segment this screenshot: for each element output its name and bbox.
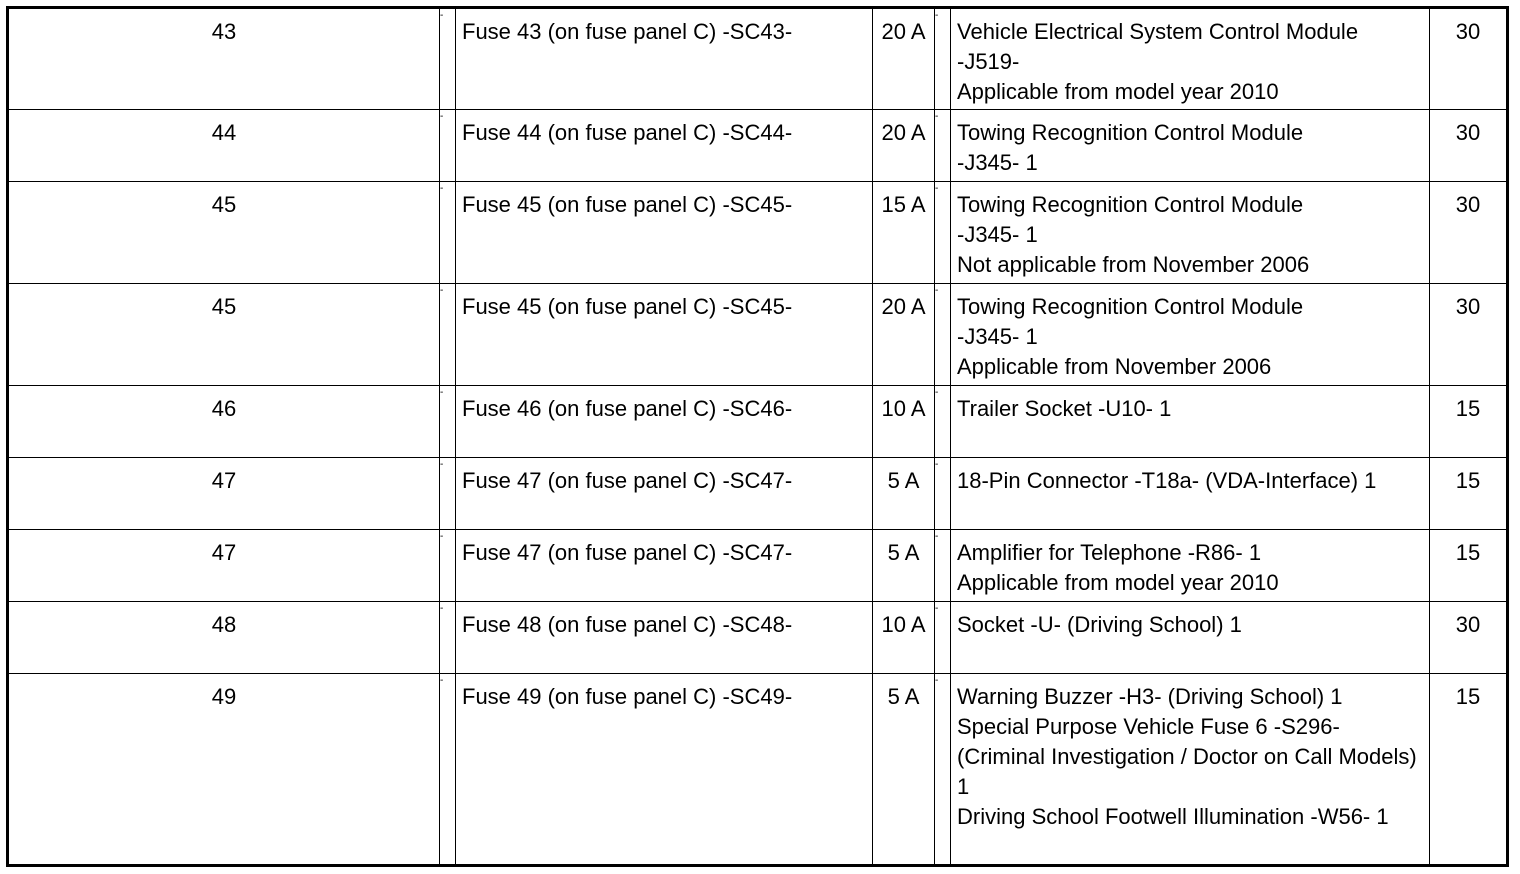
fuse-number: 44 <box>8 110 440 182</box>
description-line: -J519- <box>957 49 1020 74</box>
fuse-table <box>6 6 1509 867</box>
fuse-amperage: 20 A <box>873 8 935 110</box>
fuse-name: Fuse 45 (on fuse panel C) -SC45- <box>456 284 873 386</box>
fuse-name: Fuse 46 (on fuse panel C) -SC46- <box>456 386 873 458</box>
description-line: Special Purpose Vehicle Fuse 6 -S296- (Criminal Investigation / Doctor on Call Models) 1 <box>957 714 1417 799</box>
separator-mark: - <box>440 530 456 602</box>
fuse-amperage: 5 A <box>873 458 935 530</box>
fuse-amperage: 10 A <box>873 602 935 674</box>
description-line: Driving School Footwell Illumination -W56- 1 <box>957 804 1389 829</box>
fuse-number: 45 <box>8 284 440 386</box>
table-row <box>8 674 1508 866</box>
description-line: Socket -U- (Driving School) 1 <box>957 612 1242 637</box>
description-line: Warning Buzzer -H3- (Driving School) 1 <box>957 684 1343 709</box>
separator-mark: - <box>440 674 456 866</box>
separator-mark: - <box>935 458 951 530</box>
fuse-name: Fuse 43 (on fuse panel C) -SC43- <box>456 8 873 110</box>
separator-mark: - <box>935 530 951 602</box>
description-line: Not applicable from November 2006 <box>957 252 1310 277</box>
separator-mark: - <box>935 674 951 866</box>
fuse-number: 45 <box>8 182 440 284</box>
fuse-description <box>951 602 1430 674</box>
fuse-amperage: 5 A <box>873 530 935 602</box>
description-line: Amplifier for Telephone -R86- 1 <box>957 540 1262 565</box>
fuse-number: 49 <box>8 674 440 866</box>
fuse-description <box>951 284 1430 386</box>
fuse-amperage: 20 A <box>873 284 935 386</box>
fuse-description <box>951 674 1430 866</box>
fuse-description <box>951 458 1430 530</box>
table-row <box>8 110 1508 182</box>
description-line: Applicable from November 2006 <box>957 354 1272 379</box>
fuse-amperage: 15 A <box>873 182 935 284</box>
separator-mark: - <box>440 458 456 530</box>
table-row <box>8 386 1508 458</box>
fuse-terminal: 30 <box>1430 8 1508 110</box>
table-row <box>8 458 1508 530</box>
separator-mark: - <box>935 110 951 182</box>
separator-mark: - <box>935 8 951 110</box>
separator-mark: - <box>440 110 456 182</box>
fuse-name: Fuse 47 (on fuse panel C) -SC47- <box>456 530 873 602</box>
fuse-table-body <box>8 8 1508 866</box>
fuse-number: 48 <box>8 602 440 674</box>
table-row <box>8 530 1508 602</box>
separator-mark: - <box>440 386 456 458</box>
document-page <box>6 6 1506 868</box>
table-row <box>8 8 1508 110</box>
fuse-description <box>951 182 1430 284</box>
fuse-terminal: 15 <box>1430 674 1508 866</box>
fuse-terminal: 15 <box>1430 386 1508 458</box>
description-line: -J345- 1 <box>957 150 1038 175</box>
separator-mark: - <box>935 602 951 674</box>
fuse-description <box>951 386 1430 458</box>
separator-mark: - <box>440 284 456 386</box>
description-line: Applicable from model year 2010 <box>957 79 1279 104</box>
fuse-terminal: 15 <box>1430 530 1508 602</box>
fuse-terminal: 30 <box>1430 182 1508 284</box>
fuse-name: Fuse 48 (on fuse panel C) -SC48- <box>456 602 873 674</box>
separator-mark: - <box>935 386 951 458</box>
fuse-description <box>951 8 1430 110</box>
separator-mark: - <box>440 8 456 110</box>
fuse-name: Fuse 49 (on fuse panel C) -SC49- <box>456 674 873 866</box>
table-row <box>8 182 1508 284</box>
fuse-amperage: 20 A <box>873 110 935 182</box>
fuse-terminal: 30 <box>1430 284 1508 386</box>
fuse-number: 47 <box>8 458 440 530</box>
fuse-terminal: 30 <box>1430 602 1508 674</box>
fuse-terminal: 15 <box>1430 458 1508 530</box>
description-line: Towing Recognition Control Module <box>957 294 1304 319</box>
description-line: Towing Recognition Control Module <box>957 120 1304 145</box>
separator-mark: - <box>440 182 456 284</box>
description-line: -J345- 1 <box>957 324 1038 349</box>
fuse-description <box>951 530 1430 602</box>
fuse-name: Fuse 47 (on fuse panel C) -SC47- <box>456 458 873 530</box>
fuse-number: 47 <box>8 530 440 602</box>
fuse-name: Fuse 44 (on fuse panel C) -SC44- <box>456 110 873 182</box>
description-line: Applicable from model year 2010 <box>957 570 1279 595</box>
table-row <box>8 602 1508 674</box>
description-line: -J345- 1 <box>957 222 1038 247</box>
separator-mark: - <box>935 284 951 386</box>
fuse-amperage: 5 A <box>873 674 935 866</box>
fuse-terminal: 30 <box>1430 110 1508 182</box>
description-line: Towing Recognition Control Module <box>957 192 1304 217</box>
description-line: Trailer Socket -U10- 1 <box>957 396 1172 421</box>
fuse-number: 43 <box>8 8 440 110</box>
separator-mark: - <box>935 182 951 284</box>
fuse-number: 46 <box>8 386 440 458</box>
description-line: Vehicle Electrical System Control Module <box>957 19 1359 44</box>
description-line: 18-Pin Connector -T18a- (VDA-Interface) 1 <box>957 468 1377 493</box>
fuse-amperage: 10 A <box>873 386 935 458</box>
fuse-name: Fuse 45 (on fuse panel C) -SC45- <box>456 182 873 284</box>
separator-mark: - <box>440 602 456 674</box>
fuse-description <box>951 110 1430 182</box>
table-row <box>8 284 1508 386</box>
